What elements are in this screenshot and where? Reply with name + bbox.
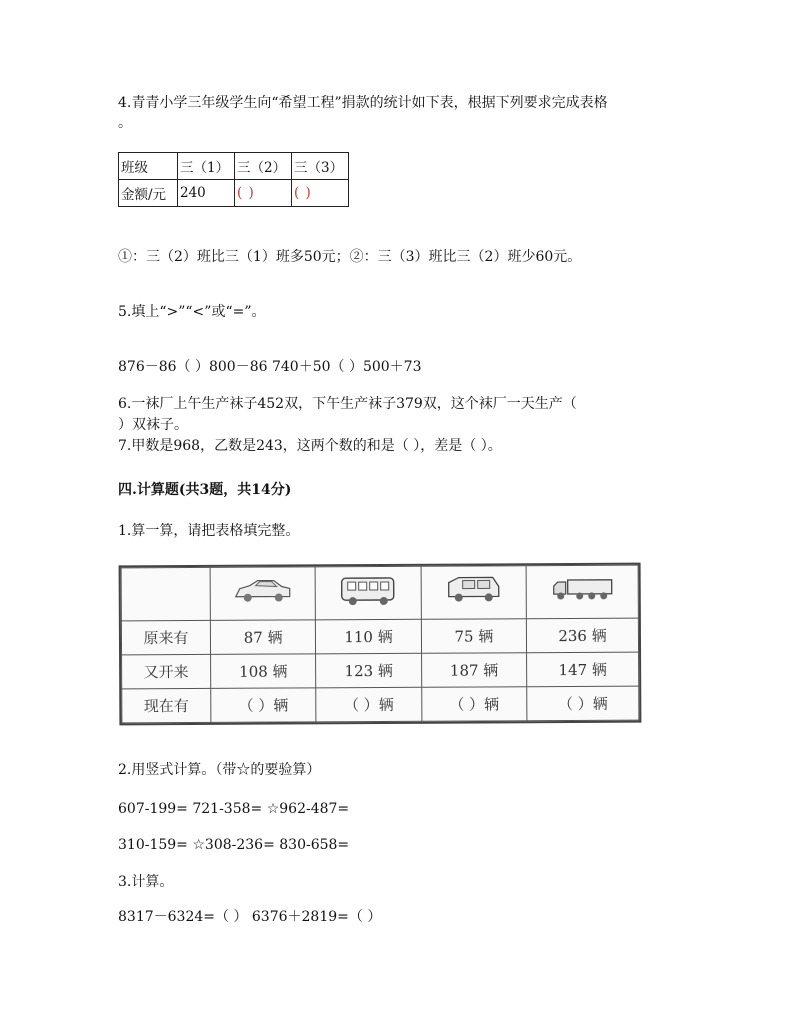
header-class-3-3: 三（3） <box>292 153 349 180</box>
c2-line2: 310-159= ☆308-236= 830-658= <box>118 837 350 853</box>
c3-text: 3.计算。 <box>118 874 174 890</box>
vehicle-header-empty <box>121 567 210 620</box>
cell-van-now-blank[interactable]: （ ）辆 <box>421 687 527 722</box>
amount-3-3-blank[interactable]: ( ) <box>292 180 349 207</box>
donation-table-header-row <box>119 153 349 180</box>
vehicle-table <box>119 563 642 726</box>
vehicle-header-row <box>121 565 638 621</box>
cell-bus-original: 110 辆 <box>316 619 422 654</box>
c1-text: 1.算一算，请把表格填完整。 <box>118 523 300 539</box>
van-icon <box>443 574 505 606</box>
cell-car-original: 87 辆 <box>210 620 316 655</box>
vehicle-header-car <box>210 567 316 621</box>
vehicle-row-original <box>121 618 638 655</box>
cell-truck-now-blank[interactable]: （ ）辆 <box>527 686 639 721</box>
cell-bus-arrived: 123 辆 <box>316 653 422 688</box>
header-class: 班级 <box>119 153 178 180</box>
vehicle-row-now <box>122 686 639 723</box>
cell-car-arrived: 108 辆 <box>211 654 317 689</box>
vehicle-header-van <box>421 566 527 620</box>
donation-table-amount-row <box>119 180 349 207</box>
q5-text: 5.填上“>”“<”或“=”。 <box>118 304 266 320</box>
q6-line2: ）双袜子。 <box>118 417 188 433</box>
cell-truck-original: 236 辆 <box>526 618 638 653</box>
amount-3-1: 240 <box>178 180 235 207</box>
q4-conditions: ①：三（2）班比三（1）班多50元；②：三（3）班比三（2）班少60元。 <box>118 249 582 265</box>
c2-text: 2.用竖式计算。（带☆的要验算） <box>118 762 321 778</box>
q4-text: 4.青青小学三年级学生向“希望工程”捐款的统计如下表，根据下列要求完成表格 <box>118 95 608 111</box>
q4-text-continued: 。 <box>118 115 132 131</box>
section-title: 四.计算题(共3题，共14分) <box>118 482 292 498</box>
c3-line1: 8317－6324=（ ） 6376＋2819=（ ） <box>118 909 382 925</box>
bus-icon <box>337 574 399 608</box>
car-icon <box>232 576 294 606</box>
row-label-amount: 金额/元 <box>119 180 178 207</box>
q6-line1: 6.一袜厂上午生产袜子452双，下午生产袜子379双，这个袜厂一天生产（ <box>118 396 577 412</box>
q5-expressions: 876－86（ ）800－86 740＋50（ ）500＋73 <box>118 359 422 375</box>
cell-van-original: 75 辆 <box>421 619 527 654</box>
row-label-original: 原来有 <box>121 620 210 654</box>
cell-bus-now-blank[interactable]: （ ）辆 <box>316 687 422 722</box>
cell-car-now-blank[interactable]: （ ）辆 <box>211 688 317 723</box>
row-label-now: 现在有 <box>122 688 211 722</box>
donation-table <box>118 152 349 207</box>
cell-truck-arrived: 147 辆 <box>527 652 639 687</box>
row-label-arrived: 又开来 <box>122 654 211 688</box>
c2-line1: 607-199= 721-358= ☆962-487= <box>118 801 350 817</box>
header-class-3-1: 三（1） <box>178 153 235 180</box>
amount-3-2-blank[interactable]: ( ) <box>235 180 292 207</box>
q7-text: 7.甲数是968，乙数是243，这两个数的和是（ ），差是（ ）。 <box>118 438 502 454</box>
cell-van-arrived: 187 辆 <box>421 653 527 688</box>
header-class-3-2: 三（2） <box>235 153 292 180</box>
truck-icon <box>549 574 615 606</box>
vehicle-row-arrived <box>122 652 639 689</box>
vehicle-header-truck <box>526 565 638 619</box>
vehicle-header-bus <box>315 566 421 620</box>
